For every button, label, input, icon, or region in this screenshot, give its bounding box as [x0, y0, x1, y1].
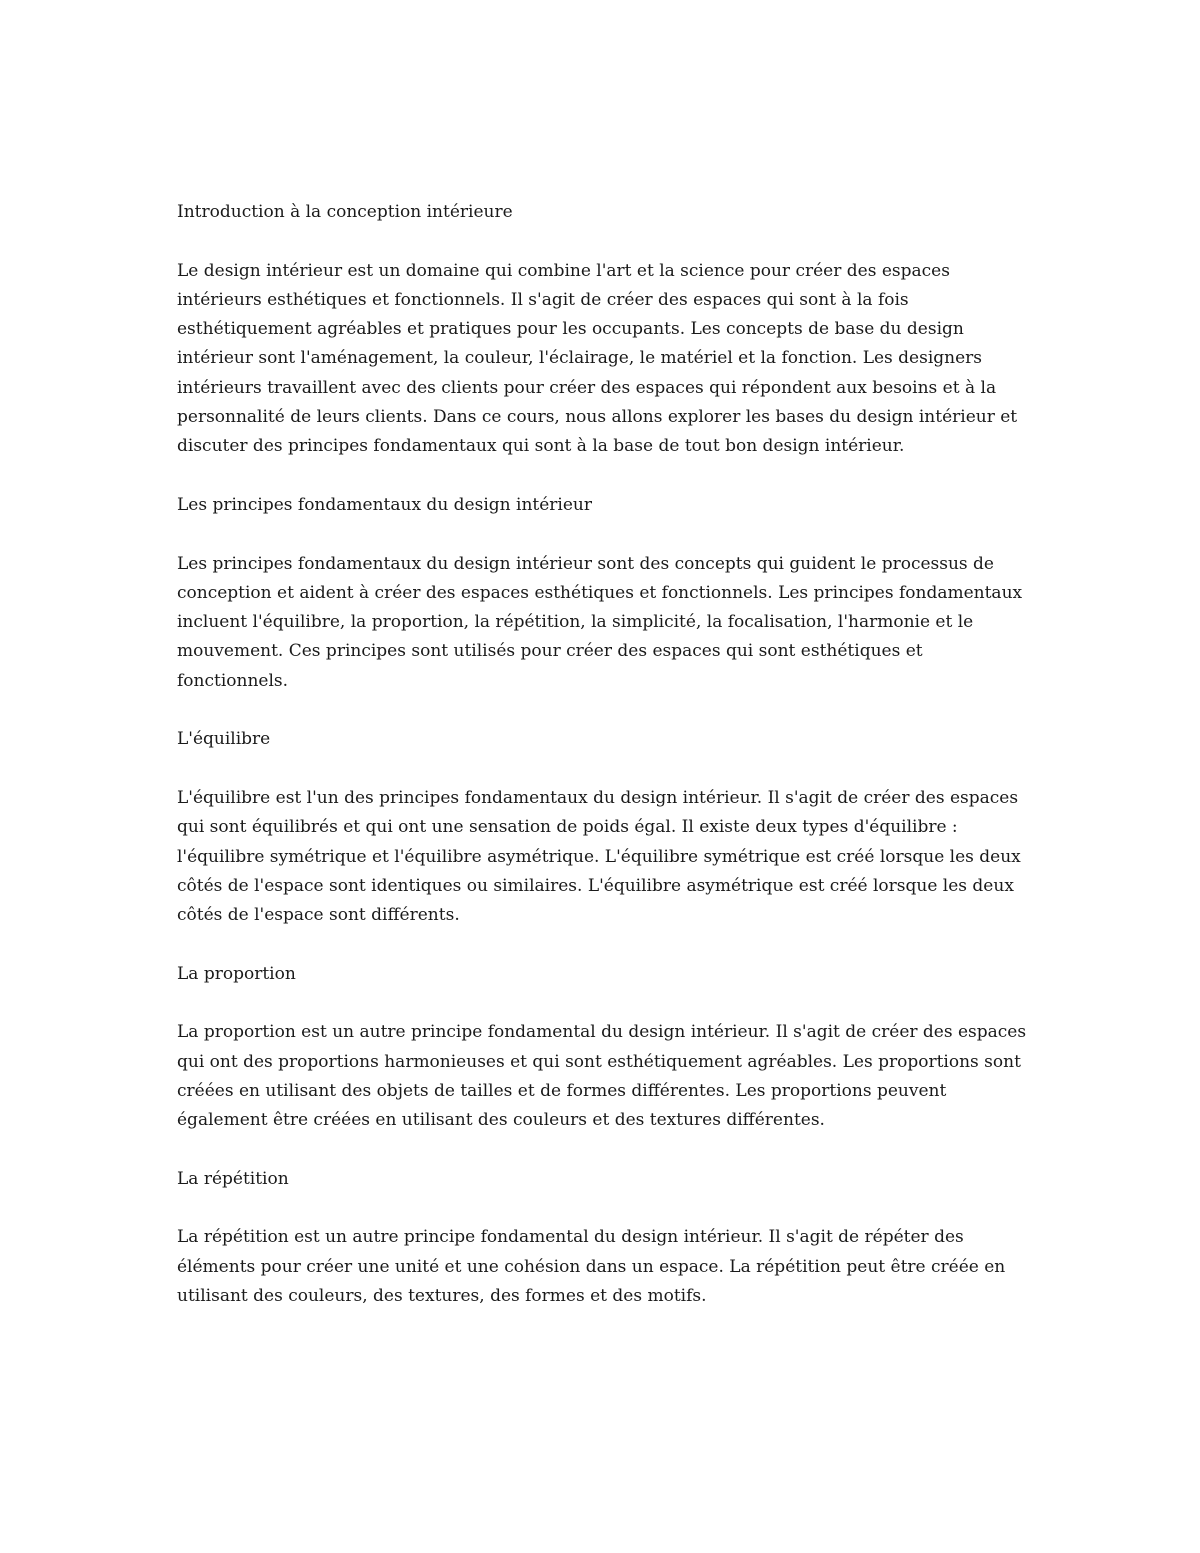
- section-paragraph-equilibre: L'équilibre est l'un des principes fondamentaux du design intérieur. Il s'agit de créer des espaces qui sont équilibrés et qui ont une sensation de poids égal. Il existe deux types d'équilibre : l'équilibre symétrique et l'équilibre asymétrique. L'équilibre symétrique est créé lorsque les deux côtés de l'espace sont identiques ou similaires. L'équilibre asymétrique est créé lorsque les deux côtés de l'espace sont différents.: [177, 787, 1021, 926]
- section-paragraph-proportion: La proportion est un autre principe fondamental du design intérieur. Il s'agit de créer des espaces qui ont des proportions harmonieuses et qui sont esthétiquement agréables. Les proportions sont créées en utilisant des objets de tailles et de formes différentes. Les proportions peuvent également être créées en utilisant des couleurs et des textures différentes.: [177, 1022, 1027, 1131]
- section-paragraph-repetition: La répétition est un autre principe fondamental du design intérieur. Il s'agit de répéter des éléments pour créer une unité et une cohésion dans un espace. La répétition peut être créée en utilisant des couleurs, des textures, des formes et des motifs.: [177, 1227, 1006, 1306]
- section-paragraph-principes: Les principes fondamentaux du design intérieur sont des concepts qui guident le processus de conception et aident à créer des espaces esthétiques et fonctionnels. Les principes fondamentaux incluent l'équilibre, la proportion, la répétition, la simplicité, la focalisation, l'harmonie et le mouvement. Ces principes sont utilisés pour créer des espaces qui sont esthétiques et fonctionnels.: [177, 553, 1023, 691]
- document-body: [177, 198, 1027, 1341]
- section-heading-principes: Les principes fondamentaux du design intérieur: [177, 494, 592, 515]
- section-paragraph-introduction: Le design intérieur est un domaine qui combine l'art et la science pour créer des espaces intérieurs esthétiques et fonctionnels. Il s'agit de créer des espaces qui sont à la fois esthétiquement agréables et pratiques pour les occupants. Les concepts de base du design intérieur sont l'aménagement, la couleur, l'éclairage, le matériel et la fonction. Les designers intérieurs travaillent avec des clients pour créer des espaces qui répondent aux besoins et à la personnalité de leurs clients. Dans ce cours, nous allons explorer les bases du design intérieur et discuter des principes fondamentaux qui sont à la base de tout bon design intérieur.: [177, 260, 1018, 457]
- section-heading-introduction: Introduction à la conception intérieure: [177, 202, 513, 222]
- section-heading-proportion: La proportion: [177, 963, 296, 984]
- section-heading-equilibre: L'équilibre: [177, 729, 271, 750]
- section-heading-repetition: La répétition: [177, 1168, 289, 1189]
